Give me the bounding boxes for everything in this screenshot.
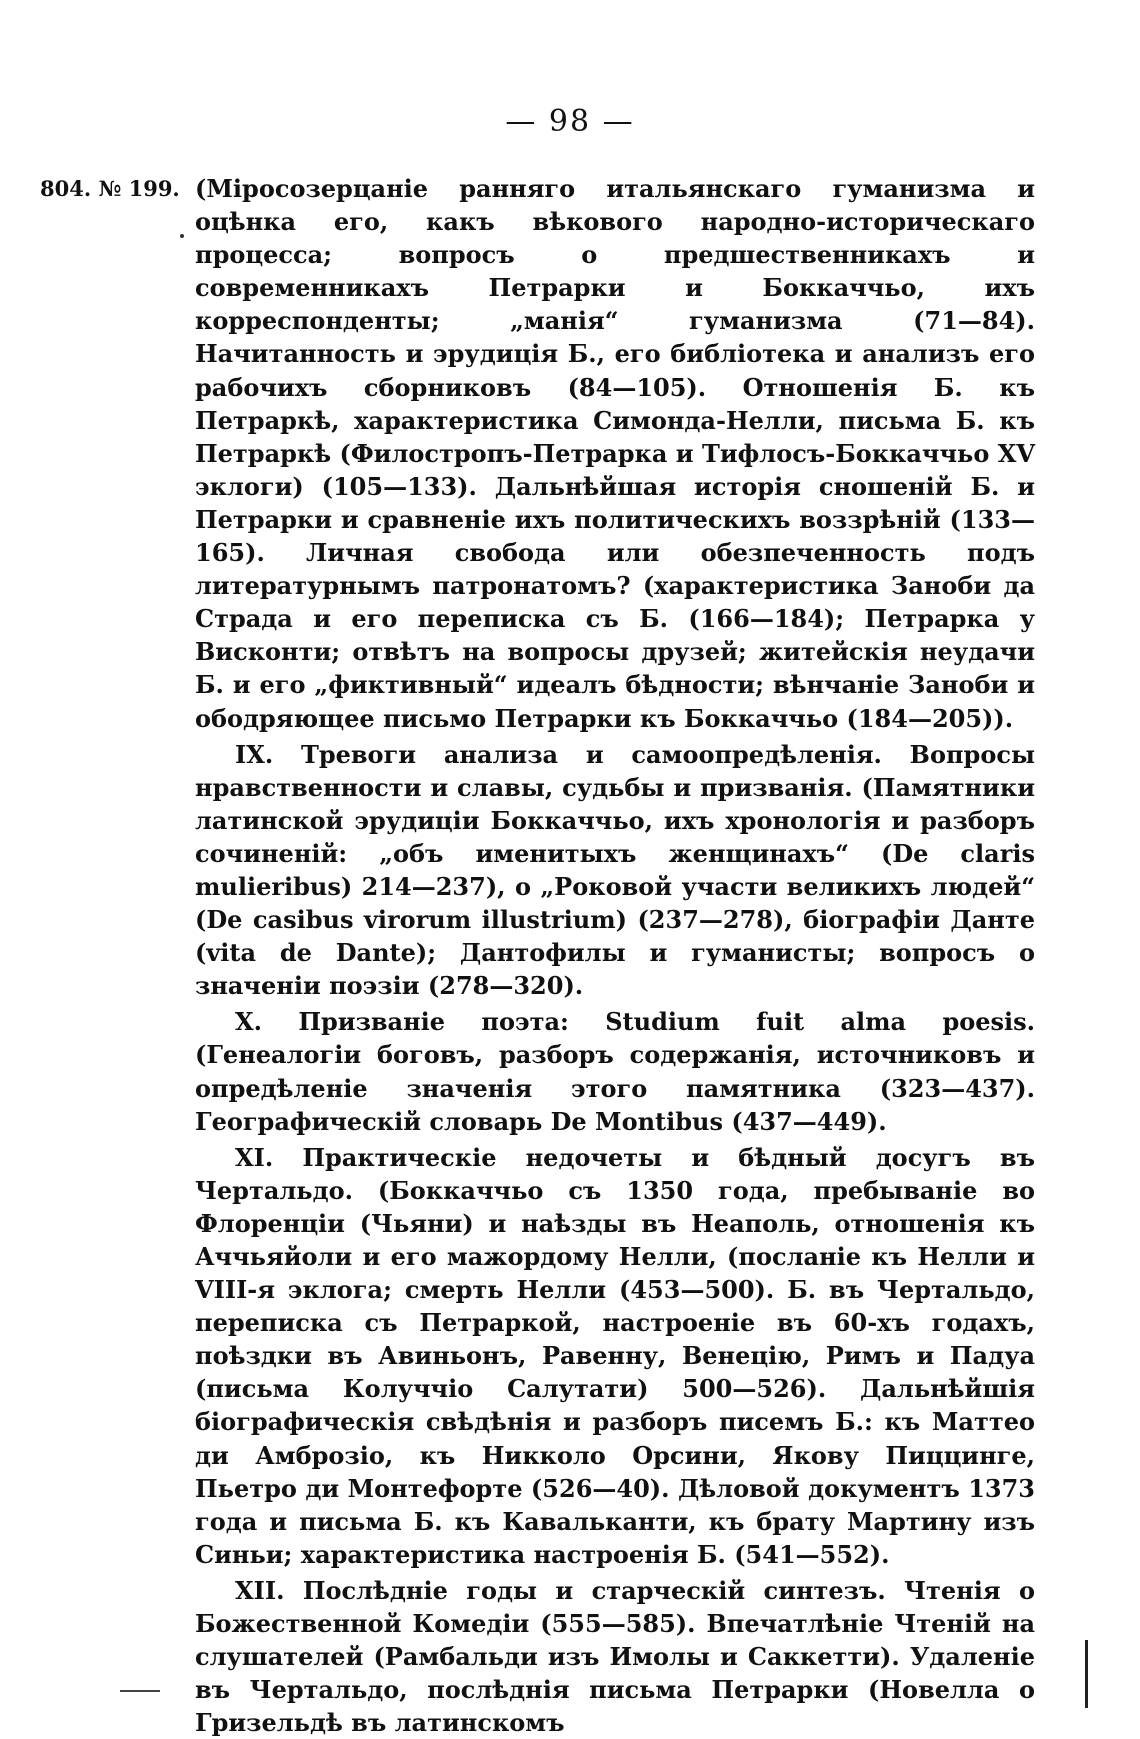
paragraph-chapter-x: X. Призваніе поэта: Studium fuit alma poesis. (Генеалогіи боговъ, разборъ содержанія, источниковъ и опредѣленіе значенія этого памятника (323—437). Географическій словарь De Montibus (437—449). <box>195 1007 1035 1136</box>
paragraph-chapter-xi: XI. Практическіе недочеты и бѣдный досугъ въ Чертальдо. (Боккаччьо съ 1350 года, пребываніе во Флоренціи (Чьяни) и наѣзды въ Неаполь, отношенія къ Аччьяйоли и его мажордому Нелли, (посланіе къ Нелли и VIII-я эклога; смерть Нелли (453—500). Б. въ Чертальдо, переписка съ Петраркой, настроеніе въ 60-хъ годахъ, поѣздки въ Авиньонъ, Равенну, Венецію, Римъ и Падуа (письма Колуччіо Салутати) 500—526). Дальнѣйшія біографическія свѣдѣнія и разборъ писемъ Б.: къ Маттео ди Амброзіо, къ Никколо Орсини, Якову Пиццинге, Пьетро ди Монтефорте (526—40). Дѣловой документъ 1373 года и письма Б. къ Кавальканти, къ брату Мартину изъ Синьи; характеристика настроенія Б. (541—552). <box>195 1142 1035 1569</box>
paragraph-chapter-ix: IX. Тревоги анализа и самоопредѣленія. Вопросы нравственности и славы, судьбы и призванія. (Памятники латинской эрудиціи Боккаччьо, ихъ хронологія и разборъ сочиненій: „объ именитыхъ женщинахъ“ (De claris mulieribus) 214—237), о „Роковой участи великихъ людей“ (De casibus virorum illustrium) (237—278), біографіи Данте (vita de Dante); Дантофилы и гуманисты; вопросъ о значеніи поэзіи (278—320). <box>195 739 1035 1001</box>
paragraph-contents-continuation: (Міросозерцаніе ранняго итальянскаго гуманизма и оцѣнка его, какъ вѣкового народно-историческаго процесса; вопросъ о предшественникахъ и современникахъ Петрарки и Боккаччьо, ихъ корреспонденты; „манія“ гуманизма (71—84). Начитанность и эрудиція Б., его библіотека и анализъ его рабочихъ сборниковъ (84—105). Отношенія Б. къ Петраркѣ, характеристика Симонда-Нелли, письма Б. къ Петраркѣ (Филостропъ-Петрарка и Тифлосъ-Боккаччьо XV эклоги) (105—133). Дальнѣйшая исторія сношеній Б. и Петрарки и сравненіе ихъ политическихъ воззрѣній (133—165). Личная свобода или обезпеченность подъ литературнымъ патронатомъ? (характеристика Заноби да Страда и его переписка съ Б. (166—184); Петрарка у Висконти; отвѣтъ на вопросы друзей; житейскія неудачи Б. и его „фиктивный“ идеалъ бѣдности; вѣнчаніе Заноби и ободряющее письмо Петрарки къ Боккаччьо (184—205)). <box>195 174 1035 733</box>
ink-dot <box>180 234 184 238</box>
footer-dash <box>120 1690 160 1692</box>
margin-reference: 804. № 199. <box>40 176 180 201</box>
page-edge-rule <box>1085 1640 1088 1708</box>
page-number: — 98 — <box>505 104 635 139</box>
body-text <box>195 172 1035 1739</box>
paragraph-chapter-xii: XII. Послѣдніе годы и старческій синтезъ. Чтенія о Божественной Комедіи (555—585). Впечатлѣніе Чтеній на слушателей (Рамбальди изъ Имолы и Саккетти). Удаленіе въ Чертальдо, послѣднія письма Петрарки (Новелла о Гризельдѣ въ латинскомъ <box>195 1575 1035 1738</box>
